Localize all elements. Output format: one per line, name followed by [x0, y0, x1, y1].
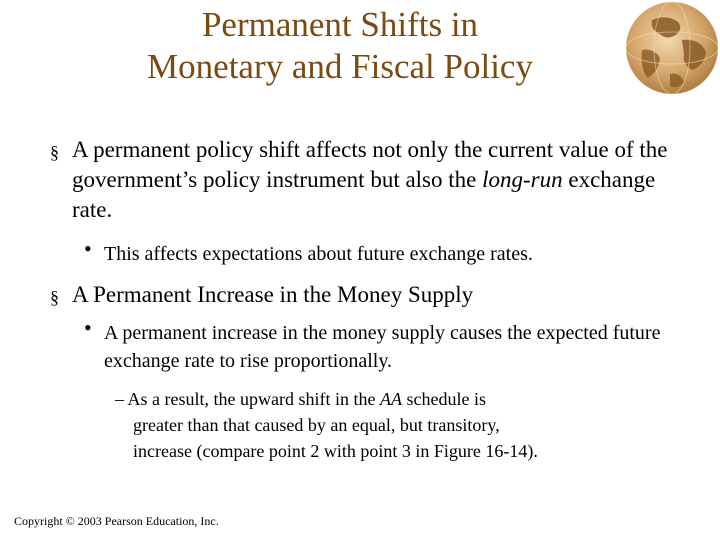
bullet-1-text — [72, 135, 692, 225]
bullet-1-text-main: A permanent policy shift affects not only the current value of the government’s policy instrument but also the — [72, 137, 668, 192]
copyright-footer: Copyright © 2003 Pearson Education, Inc. — [14, 514, 219, 528]
title-line-2: Monetary and Fiscal Policy — [147, 47, 533, 86]
dash-line-1 — [115, 386, 705, 412]
sub-bullet-marker-2: • — [84, 315, 92, 340]
dash-after: schedule is — [401, 389, 486, 409]
sub-bullet-marker-1: • — [84, 236, 92, 261]
dash-line-2: greater than that caused by an equal, but transitory, — [133, 415, 500, 435]
bullet-1-italic: long-run — [482, 167, 563, 192]
title-line-1: Permanent Shifts in — [201, 5, 479, 44]
slide-title — [60, 4, 620, 88]
dash-item — [115, 386, 705, 464]
bullet-1-text-end: exchange rate. — [72, 167, 656, 222]
bullet-2-text: A Permanent Increase in the Money Supply — [72, 282, 474, 307]
dash-before: – As a result, the upward shift in the — [115, 389, 380, 409]
dash-italic: AA — [379, 389, 402, 409]
sub-bullet-1-text: This affects expectations about future exchange rates. — [104, 243, 533, 265]
bullet-marker-1: § — [50, 142, 59, 162]
globe-icon — [612, 0, 720, 108]
sub-bullet-2-text: A permanent increase in the money supply causes the expected future exchange rate to rise proportionally. — [104, 322, 661, 372]
dash-line-3: increase (compare point 2 with point 3 in Figure 16-14). — [133, 441, 538, 461]
bullet-marker-2: § — [50, 287, 59, 307]
